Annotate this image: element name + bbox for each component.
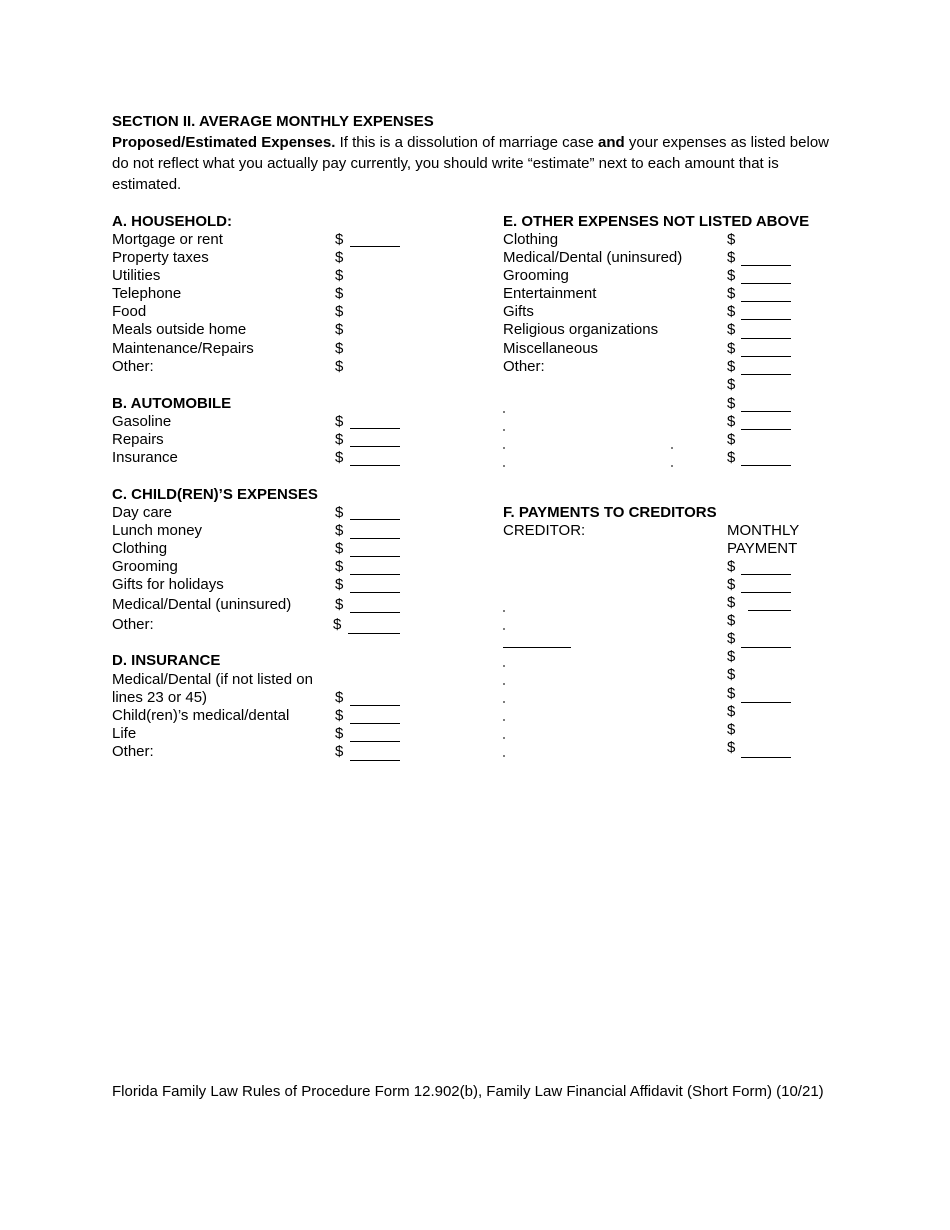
- insurance-children-amount-line[interactable]: [350, 723, 400, 724]
- dollar-sign: $: [727, 648, 736, 665]
- creditor-name-line[interactable]: [503, 647, 571, 648]
- household-item-meals: Meals outside home: [112, 321, 247, 338]
- automobile-item-repairs: Repairs: [112, 431, 164, 448]
- children-heading: C. CHILD(REN)’S EXPENSES: [112, 486, 318, 503]
- blank-entry-marker: [503, 610, 505, 612]
- other-item-other: Other:: [503, 358, 545, 375]
- automobile-item-insurance: Insurance: [112, 449, 178, 466]
- dollar-sign: $: [333, 616, 342, 633]
- dollar-sign: $: [727, 376, 736, 393]
- other-item-entertainment: Entertainment: [503, 285, 597, 302]
- children-item-lunch-money: Lunch money: [112, 522, 203, 539]
- insurance-item-medical: Medical/Dental (if not listed on: [112, 671, 313, 688]
- household-item-food: Food: [112, 303, 147, 320]
- blank-entry-marker: [503, 701, 505, 703]
- blank-entry-marker: [503, 465, 505, 467]
- blank-entry-marker: [503, 719, 505, 721]
- blank-entry-marker: [503, 628, 505, 630]
- dollar-sign: $: [335, 267, 344, 284]
- household-heading: A. HOUSEHOLD:: [112, 213, 232, 230]
- children-item-gifts: Gifts for holidays: [112, 576, 224, 593]
- blank-entry-marker: [503, 411, 505, 413]
- blank-entry-marker: [671, 447, 673, 449]
- other-grooming-amount-line[interactable]: [741, 283, 791, 284]
- intro-bold-lead: Proposed/Estimated Expenses.: [112, 134, 336, 151]
- blank-entry-marker: [503, 683, 505, 685]
- dollar-sign: $: [727, 721, 736, 738]
- household-item-mortgage: Mortgage or rent: [112, 231, 223, 248]
- dollar-sign: $: [335, 449, 344, 466]
- other-item-clothing: Clothing: [503, 231, 559, 248]
- dollar-sign: $: [727, 558, 736, 575]
- dollar-sign: $: [335, 249, 344, 266]
- creditor-payment-line[interactable]: [741, 574, 791, 575]
- dollar-sign: $: [335, 231, 344, 248]
- other-extra-amount-line[interactable]: [741, 429, 791, 430]
- children-lunch-amount-line[interactable]: [350, 538, 400, 539]
- insurance-item-children: Child(ren)’s medical/dental: [112, 707, 290, 724]
- dollar-sign: $: [727, 685, 736, 702]
- dollar-sign: $: [335, 522, 344, 539]
- household-item-utilities: Utilities: [112, 267, 161, 284]
- intro-text-1: If this is a dissolution of marriage case: [335, 134, 599, 151]
- dollar-sign: $: [335, 540, 344, 557]
- dollar-sign: $: [727, 431, 736, 448]
- section-title: SECTION II. AVERAGE MONTHLY EXPENSES: [112, 113, 434, 130]
- blank-entry-marker: [503, 665, 505, 667]
- other-religious-amount-line[interactable]: [741, 338, 791, 339]
- children-day-care-amount-line[interactable]: [350, 519, 400, 520]
- children-item-day-care: Day care: [112, 504, 173, 521]
- dollar-sign: $: [727, 231, 736, 248]
- insurance-item-life: Life: [112, 725, 137, 742]
- dollar-sign: $: [335, 558, 344, 575]
- creditor-payment-line[interactable]: [748, 610, 791, 611]
- insurance-other-amount-line[interactable]: [350, 760, 400, 761]
- children-other-amount-line[interactable]: [348, 633, 400, 634]
- insurance-life-amount-line[interactable]: [350, 741, 400, 742]
- form-footer: Florida Family Law Rules of Procedure Form 12.902(b), Family Law Financial Affidavit (Short Form) (10/21): [112, 1083, 824, 1100]
- blank-entry-marker: [503, 755, 505, 757]
- insurance-item-other: Other:: [112, 743, 154, 760]
- children-item-other: Other:: [112, 616, 154, 633]
- other-item-medical: Medical/Dental (uninsured): [503, 249, 683, 266]
- dollar-sign: $: [335, 743, 344, 760]
- automobile-heading: B. AUTOMOBILE: [112, 395, 232, 412]
- dollar-sign: $: [335, 285, 344, 302]
- other-gifts-amount-line[interactable]: [741, 319, 791, 320]
- creditor-payment-line[interactable]: [741, 647, 791, 648]
- dollar-sign: $: [335, 413, 344, 430]
- intro-bold-and: and: [598, 134, 625, 151]
- children-medical-amount-line[interactable]: [350, 612, 400, 613]
- other-other-amount-line[interactable]: [741, 374, 791, 375]
- blank-entry-marker: [503, 429, 505, 431]
- other-entertainment-amount-line[interactable]: [741, 301, 791, 302]
- children-item-medical: Medical/Dental (uninsured): [112, 596, 292, 613]
- household-item-maintenance: Maintenance/Repairs: [112, 340, 254, 357]
- children-gifts-amount-line[interactable]: [350, 592, 400, 593]
- dollar-sign: $: [335, 576, 344, 593]
- dollar-sign: $: [335, 431, 344, 448]
- dollar-sign: $: [727, 395, 736, 412]
- dollar-sign: $: [335, 689, 344, 706]
- monthly-payment-label-2: PAYMENT: [727, 540, 798, 557]
- dollar-sign: $: [727, 594, 736, 611]
- dollar-sign: $: [727, 303, 736, 320]
- dollar-sign: $: [727, 703, 736, 720]
- intro-text-2: your expenses as listed below do not reflect what you actually pay currently, you should write “estimate” next to each amount that is estimated.: [112, 134, 829, 193]
- dollar-sign: $: [335, 725, 344, 742]
- creditor-payment-line[interactable]: [741, 702, 791, 703]
- dollar-sign: $: [335, 321, 344, 338]
- children-item-grooming: Grooming: [112, 558, 178, 575]
- dollar-sign: $: [335, 340, 344, 357]
- dollar-sign: $: [727, 449, 736, 466]
- dollar-sign: $: [335, 358, 344, 375]
- other-item-miscellaneous: Miscellaneous: [503, 340, 599, 357]
- creditor-payment-line[interactable]: [741, 757, 791, 758]
- insurance-item-medical-cont: lines 23 or 45): [112, 689, 208, 706]
- creditor-column-label: CREDITOR:: [503, 522, 586, 539]
- dollar-sign: $: [727, 321, 736, 338]
- other-expenses-heading: E. OTHER EXPENSES NOT LISTED ABOVE: [503, 213, 810, 230]
- automobile-repairs-amount-line[interactable]: [350, 446, 400, 447]
- other-item-grooming: Grooming: [503, 267, 569, 284]
- household-item-property-taxes: Property taxes: [112, 249, 209, 266]
- blank-entry-marker: [503, 737, 505, 739]
- creditor-payment-line[interactable]: [741, 592, 791, 593]
- dollar-sign: $: [335, 596, 344, 613]
- dollar-sign: $: [727, 576, 736, 593]
- dollar-sign: $: [727, 612, 736, 629]
- automobile-item-gasoline: Gasoline: [112, 413, 172, 430]
- dollar-sign: $: [335, 707, 344, 724]
- intro-paragraph: [112, 132, 842, 195]
- other-extra-amount-line[interactable]: [741, 411, 791, 412]
- insurance-heading: D. INSURANCE: [112, 652, 221, 669]
- household-mortgage-amount-line[interactable]: [350, 246, 400, 247]
- household-item-telephone: Telephone: [112, 285, 182, 302]
- dollar-sign: $: [727, 267, 736, 284]
- other-item-gifts: Gifts: [503, 303, 534, 320]
- dollar-sign: $: [727, 249, 736, 266]
- dollar-sign: $: [727, 630, 736, 647]
- dollar-sign: $: [727, 358, 736, 375]
- children-clothing-amount-line[interactable]: [350, 556, 400, 557]
- dollar-sign: $: [727, 413, 736, 430]
- creditors-heading: F. PAYMENTS TO CREDITORS: [503, 504, 717, 521]
- dollar-sign: $: [727, 666, 736, 683]
- blank-entry-marker: [671, 465, 673, 467]
- automobile-gasoline-amount-line[interactable]: [350, 428, 400, 429]
- other-misc-amount-line[interactable]: [741, 356, 791, 357]
- children-grooming-amount-line[interactable]: [350, 574, 400, 575]
- household-item-other: Other:: [112, 358, 154, 375]
- dollar-sign: $: [335, 504, 344, 521]
- dollar-sign: $: [727, 285, 736, 302]
- automobile-insurance-amount-line[interactable]: [350, 465, 400, 466]
- children-item-clothing: Clothing: [112, 540, 168, 557]
- blank-entry-marker: [503, 447, 505, 449]
- monthly-payment-label-1: MONTHLY: [727, 522, 800, 539]
- dollar-sign: $: [335, 303, 344, 320]
- insurance-medical-amount-line[interactable]: [350, 705, 400, 706]
- dollar-sign: $: [727, 340, 736, 357]
- other-medical-amount-line[interactable]: [741, 265, 791, 266]
- dollar-sign: $: [727, 739, 736, 756]
- other-item-religious: Religious organizations: [503, 321, 659, 338]
- other-extra-amount-line[interactable]: [741, 465, 791, 466]
